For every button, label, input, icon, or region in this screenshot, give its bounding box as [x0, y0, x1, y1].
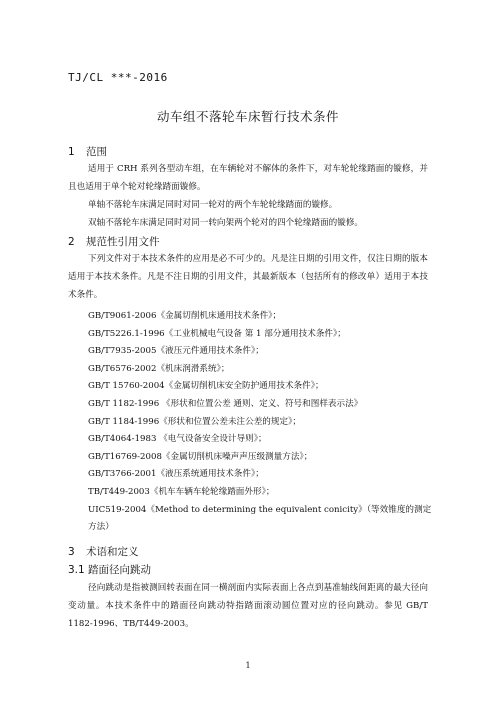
section-2-heading — [68, 234, 160, 249]
section-3-title: 术语和定义 — [86, 546, 139, 558]
section-3-number: 3 — [68, 546, 75, 558]
document-code: TJ/CL ***-2016 — [68, 71, 168, 84]
reference-item: GB/T 1184-1996《形状和位置公差未注公差的规定》； — [88, 416, 301, 427]
reference-item: GB/T6576-2002《机床润滑系统》； — [88, 363, 230, 374]
reference-item: GB/T16769-2008《金属切削机床噪声声压级测量方法》； — [88, 451, 313, 462]
section-2-number: 2 — [68, 236, 75, 248]
reference-item: GB/T 15760-2004《金属切削机床安全防护通用技术条件》； — [88, 381, 324, 392]
section-1-title: 范围 — [86, 146, 107, 158]
section-3-heading — [68, 544, 139, 559]
reference-item: GB/T4064-1983 《电气设备安全设计导则》； — [88, 434, 267, 445]
section-1-heading — [68, 144, 107, 159]
subsection-3-1-heading: 3.1 踏面径向跳动 — [68, 564, 152, 576]
section-1-number: 1 — [68, 146, 75, 158]
reference-item: UIC519-2004《Method to determining the equivalent conicity》（等效锥度的测定方法） — [88, 504, 432, 533]
reference-item: TB/T449-2003《机车车辆车轮轮缘踏面外形》； — [88, 486, 275, 497]
section-1-paragraph-2: 单轴不落轮车床满足同时对同一轮对的两个车轮轮缘踏面的镟修。 — [88, 200, 338, 210]
reference-item: GB/T 1182-1996 《形状和位置公差 通则、定义、符号和图样表示法》 — [88, 398, 363, 409]
section-1-paragraph-1: 适用于 CRH 系列各型动车组，在车辆轮对不解体的条件下，对车轮轮缘踏面的镟修，并且也适用于单个轮对轮缘踏面镟修。 — [68, 164, 428, 192]
subsection-3-1-paragraph: 径向跳动是指被测回转表面在同一横剖面内实际表面上各点到基准轴线间距离的最大径向变动量。本技术条件中的踏面径向跳动特指踏面滚动圆位置对应的径向跳动。参见 GB/T 1182-1996、TB/T449-2003。 — [68, 583, 428, 629]
normative-reference-list — [88, 308, 432, 537]
reference-item: GB/T7935-2005《液压元件通用技术条件》； — [88, 346, 264, 357]
section-2-paragraph-1: 下列文件对于本技术条件的应用是必不可少的。凡是注日期的引用文件，仅注日期的版本适用于本技术条件。凡是不注日期的引用文件，其最新版本（包括所有的修改单）适用于本技术条件。 — [68, 254, 428, 300]
section-2-title: 规范性引用文件 — [86, 236, 160, 248]
reference-item: GB/T5226.1-1996《工业机械电气设备 第 1 部分通用技术条件》； — [88, 328, 346, 339]
page-number: 1 — [245, 661, 251, 670]
document-title: 动车组不落轮车床暂行技术条件 — [156, 109, 339, 124]
reference-item: GB/T3766-2001《液压系统通用技术条件》； — [88, 469, 264, 480]
reference-item: GB/T9061-2006《金属切削机床通用技术条件》； — [88, 311, 282, 321]
section-1-paragraph-3: 双轴不落轮车床满足同时对同一转向架两个轮对的四个轮缘踏面的镟修。 — [88, 218, 364, 228]
